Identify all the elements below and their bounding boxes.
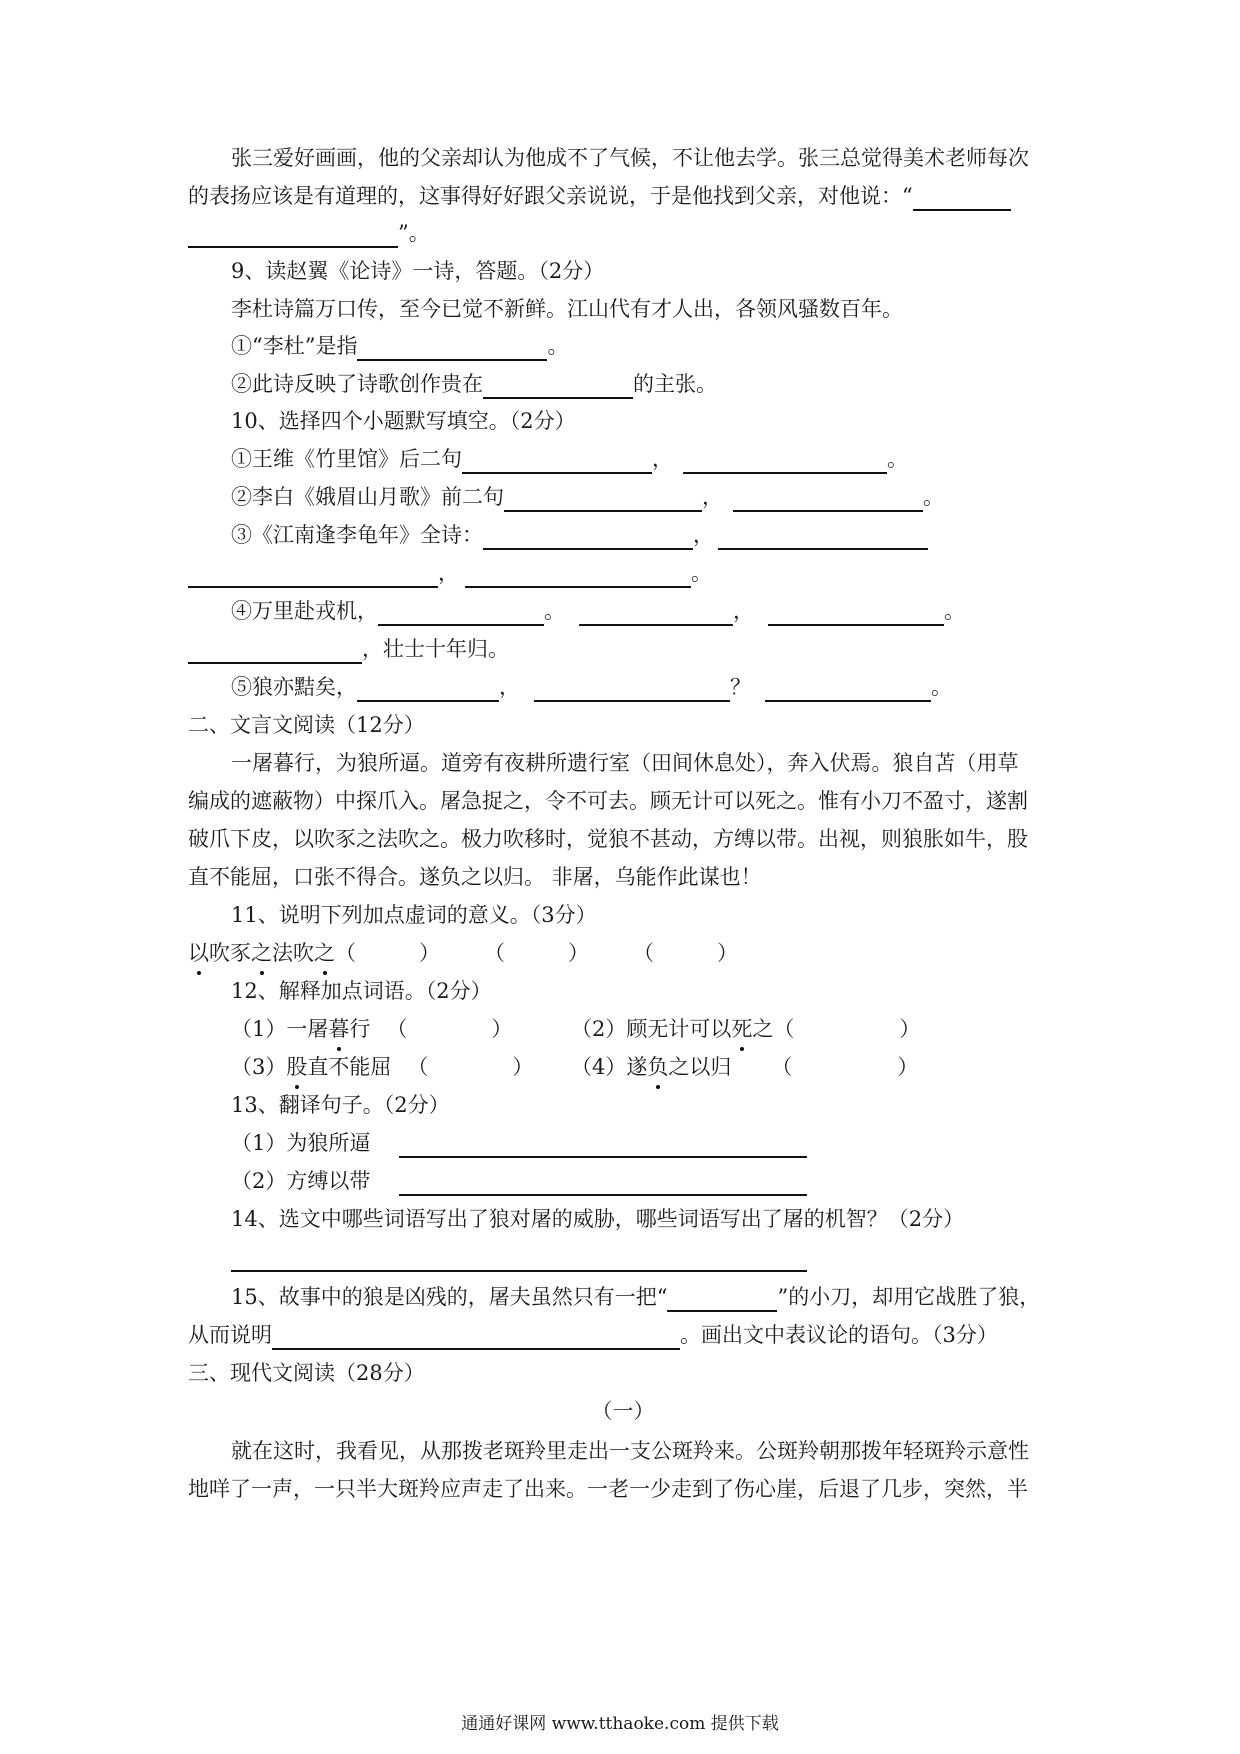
text-line: ”。 — [188, 218, 1058, 248]
answer-paren[interactable]: （ ） — [335, 941, 440, 965]
answer-paren[interactable]: （ ） — [771, 1055, 919, 1079]
passage-line: 编成的遮蔽物）中探爪入。屠急捉之，令不可去。顾无计可以死之。惟有小刀不盈寸，遂割 — [188, 789, 1028, 813]
answer-blank[interactable] — [483, 524, 693, 550]
passage-line: 地咩了一声，一只半大斑羚应声走了出来。一老一少走到了伤心崖，后退了几步，突然，半 — [188, 1477, 1028, 1501]
answer-blank[interactable] — [231, 1246, 807, 1272]
answer-paren[interactable]: （ ） — [633, 941, 738, 965]
answer-blank[interactable] — [188, 562, 438, 588]
answer-blank[interactable] — [357, 676, 499, 702]
question-10-1: ①王维《竹里馆》后二句 ， 。 — [231, 444, 1101, 474]
answer-blank[interactable] — [378, 600, 544, 626]
question-11: 11、说明下列加点虚词的意义。（3分） — [231, 903, 597, 927]
answer-blank[interactable] — [465, 562, 691, 588]
question-13-2: （2）方缚以带 — [231, 1166, 1101, 1196]
question-15: 15、故事中的狼是凶残的，屠夫虽然只有一把“ ”的小刀，却用它战胜了狼， — [231, 1282, 1101, 1312]
passage-line: 就在这时，我看见，从那拨老斑羚里走出一支公斑羚来。公斑羚朝那拨年轻斑羚示意性 — [231, 1439, 1029, 1463]
answer-blank[interactable] — [188, 222, 398, 248]
question-13-1: （1）为狼所逼 — [231, 1128, 1101, 1158]
answer-blank[interactable] — [483, 373, 633, 399]
question-9-1: ①“李杜”是指 。 — [231, 331, 1101, 361]
answer-blank[interactable] — [667, 1286, 777, 1312]
answer-blank[interactable] — [683, 448, 887, 474]
answer-blank[interactable] — [188, 638, 362, 664]
question-9: 9、读赵翼《论诗》一诗，答题。（2分） — [231, 259, 605, 283]
question-13: 13、翻译句子。（2分） — [231, 1093, 450, 1117]
text-line: 的表扬应该是有道理的，这事得好好跟父亲说说，于是他找到父亲，对他说：“ — [188, 181, 1058, 211]
answer-blank[interactable] — [718, 524, 928, 550]
text-line: 张三爱好画画，他的父亲却认为他成不了气候，不让他去学。张三总觉得美术老师每次 — [231, 146, 1029, 170]
answer-blank[interactable] — [765, 676, 931, 702]
question-15-cont: 从而说明 。画出文中表议论的语句。（3分） — [188, 1320, 1058, 1350]
question-10-4-cont: ，壮士十年归。 — [188, 634, 1058, 664]
page-footer: 通通好课网 www.tthaoke.com 提供下载 — [461, 1714, 779, 1734]
answer-blank[interactable] — [399, 1132, 807, 1158]
section-3-heading: 三、现代文阅读（28分） — [188, 1361, 425, 1385]
question-10-2: ②李白《娥眉山月歌》前二句 ， 。 — [231, 482, 1101, 512]
answer-blank[interactable] — [399, 1170, 807, 1196]
passage-line: 直不能屈，口张不得合。遂负之以归。 非屠，乌能作此谋也！ — [188, 865, 762, 889]
question-10-3-cont: ， 。 — [188, 558, 1058, 588]
answer-blank[interactable] — [913, 185, 1011, 211]
question-10-5: ⑤狼亦黠矣， ， ？ 。 — [231, 672, 1101, 702]
question-14: 14、选文中哪些词语写出了狼对屠的威胁，哪些词语写出了屠的机智？（2分） — [231, 1207, 965, 1231]
answer-blank[interactable] — [768, 600, 944, 626]
question-9-2: ②此诗反映了诗歌创作贵在 的主张。 — [231, 369, 1101, 399]
answer-paren[interactable]: （ ） — [386, 1017, 513, 1041]
passage-line: 破爪下皮，以吹豕之法吹之。极力吹移时，觉狼不甚动，方缚以带。出视，则狼胀如牛，股 — [188, 827, 1028, 851]
answer-blank[interactable] — [462, 448, 652, 474]
question-10-3: ③《江南逢李龟年》全诗： ， — [231, 520, 1101, 550]
answer-blank[interactable] — [579, 600, 733, 626]
answer-blank[interactable] — [272, 1324, 680, 1350]
answer-blank[interactable] — [504, 486, 702, 512]
question-10: 10、选择四个小题默写填空。（2分） — [231, 409, 576, 433]
answer-paren[interactable]: （ ） — [484, 941, 589, 965]
answer-blank[interactable] — [534, 676, 730, 702]
question-10-4: ④万里赴戎机， 。 ， 。 — [231, 596, 1101, 626]
section-2-heading: 二、文言文阅读（12分） — [188, 713, 425, 737]
question-12-row2: （3）股直不能屈 （ ） （4）遂负之以归 （ ） — [231, 1052, 1101, 1082]
question-14-answer — [231, 1242, 1101, 1272]
part-heading: （一） — [591, 1399, 655, 1423]
answer-paren[interactable]: （ ） — [773, 1017, 921, 1041]
answer-blank[interactable] — [357, 335, 547, 361]
question-12-row1: （1）一屠暮行 （ ） （2）顾无计可以死之（ ） — [231, 1014, 1101, 1044]
poem-text: 李杜诗篇万口传，至今已觉不新鲜。江山代有才人出，各领风骚数百年。 — [231, 297, 903, 321]
answer-paren[interactable]: （ ） — [407, 1055, 534, 1079]
question-11-items: 以吹豕之法吹之（ ） （ ） （ ） — [188, 938, 1058, 968]
question-12: 12、解释加点词语。（2分） — [231, 979, 492, 1003]
answer-blank[interactable] — [733, 486, 923, 512]
passage-line: 一屠暮行，为狼所逼。道旁有夜耕所遗行室（田间休息处），奔入伏焉。狼自苫（用草 — [231, 751, 1019, 775]
